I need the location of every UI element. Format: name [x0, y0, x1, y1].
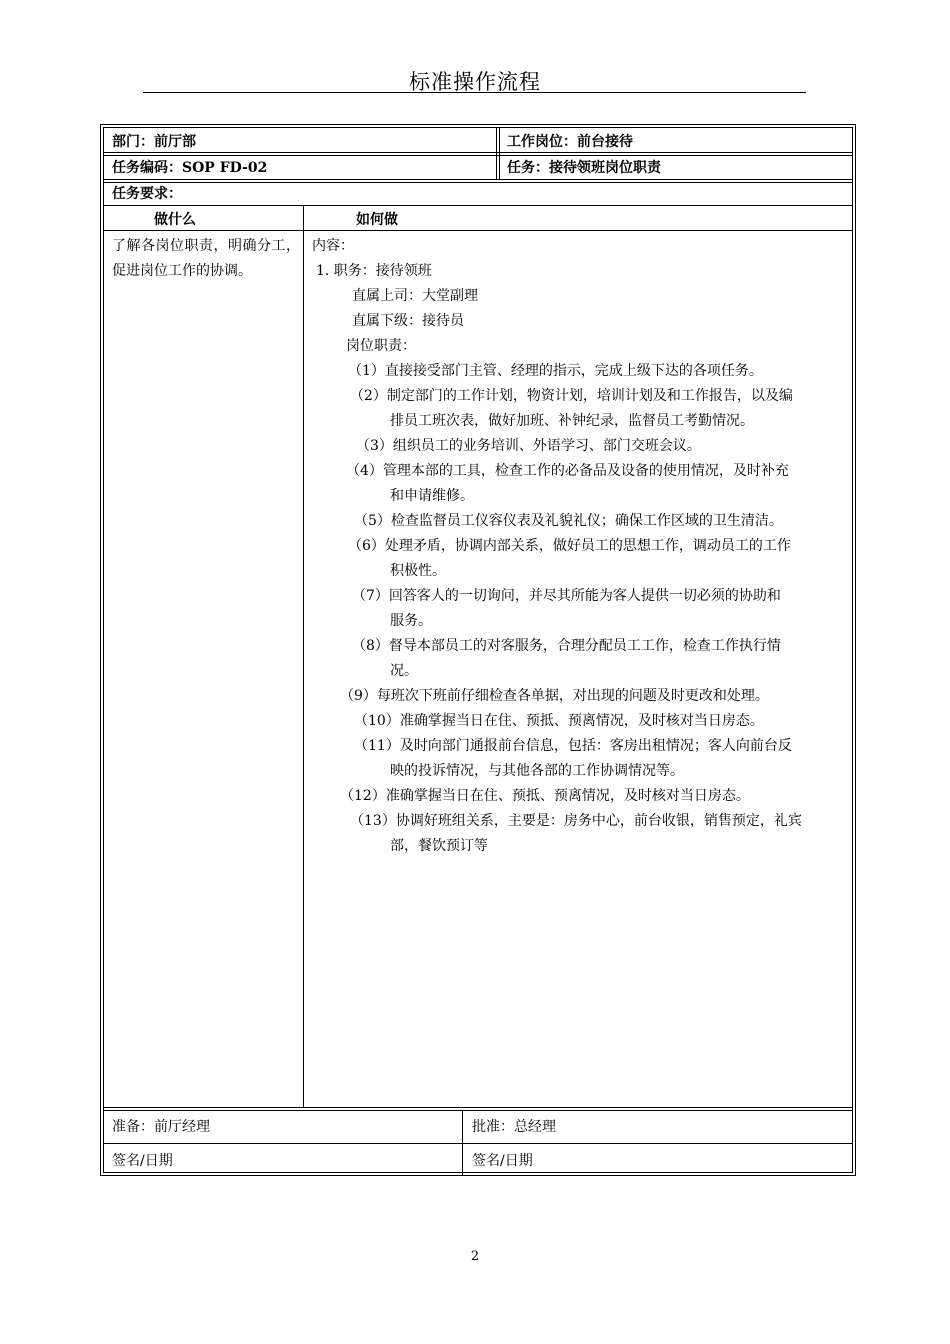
responsibility-item: [312, 734, 852, 784]
department-label: 部门：前厅部: [112, 134, 196, 150]
responsibility-item: [312, 434, 852, 459]
column-divider: [496, 128, 497, 179]
responsibility-item: [312, 384, 852, 434]
responsibility-item: [312, 709, 852, 734]
responsibility-line: （9）每班次下班前仔细检查各单据，对出现的问题及时更改和处理。: [340, 688, 769, 704]
responsibility-line-continued: 部，餐饮预订等: [390, 838, 488, 854]
responsibility-line-continued: 况。: [390, 663, 418, 679]
row-divider: [104, 155, 852, 156]
task-code-label: 任务编码：SOP FD-02: [112, 160, 268, 176]
responsibility-item: [312, 359, 852, 384]
responsibility-line: （6）处理矛盾，协调内部关系，做好员工的思想工作，调动员工的工作: [348, 538, 791, 554]
responsibility-item: [312, 534, 852, 584]
responsibility-line: （8）督导本部员工的对客服务，合理分配员工工作，检查工作执行情: [352, 638, 781, 654]
page-number: 2: [470, 1249, 480, 1264]
responsibility-item: [312, 634, 852, 684]
responsibility-item: [312, 584, 852, 634]
responsibility-item: [312, 509, 852, 534]
how-content: [312, 234, 852, 859]
position-label: 工作岗位：前台接待: [507, 134, 633, 150]
title-underline: [143, 92, 806, 93]
responsibility-line-continued: 积极性。: [390, 563, 446, 579]
row-divider: [104, 230, 852, 231]
page-title: 标准操作流程: [409, 70, 541, 94]
column-divider: [499, 128, 500, 179]
subordinate-line: 直属下级：接待员: [352, 313, 464, 329]
responsibility-line: （4）管理本部的工具，检查工作的必备品及设备的使用情况，及时补充: [346, 463, 789, 479]
prepared-by: 准备：前厅经理: [112, 1119, 210, 1135]
responsibility-line: （3）组织员工的业务培训、外语学习、部门交班会议。: [356, 438, 701, 454]
responsibility-line: （13）协调好班组关系，主要是：房务中心，前台收银，销售预定，礼宾: [350, 813, 802, 829]
duty-line: 1. 职务：接待领班: [316, 263, 432, 279]
responsibility-item: [312, 784, 852, 809]
requirements-label: 任务要求：: [112, 186, 182, 202]
responsibility-line-continued: 和申请维修。: [390, 488, 474, 504]
responsibility-line-continued: 服务。: [390, 613, 432, 629]
row-divider: [104, 205, 852, 206]
responsibility-line: （2）制定部门的工作计划，物资计划，培训计划及和工作报告，以及编: [350, 388, 793, 404]
row-divider: [104, 1107, 852, 1108]
approved-by: 批准：总经理: [472, 1119, 556, 1135]
row-divider: [104, 182, 852, 183]
responsibility-list: [312, 359, 852, 859]
row-divider: [104, 1110, 852, 1111]
responsibility-item: [312, 809, 852, 859]
task-label: 任务：接待领班岗位职责: [507, 160, 661, 176]
responsibility-line: （10）准确掌握当日在住、预抵、预离情况，及时核对当日房态。: [354, 713, 764, 729]
row-divider: [104, 152, 852, 153]
responsibility-line: （1）直接接受部门主管、经理的指示，完成上级下达的各项任务。: [348, 363, 763, 379]
row-divider: [104, 179, 852, 180]
responsibility-line-continued: 映的投诉情况，与其他各部的工作协调情况等。: [390, 763, 684, 779]
responsibility-line: （12）准确掌握当日在住、预抵、预离情况，及时核对当日房态。: [340, 788, 750, 804]
content-intro: 内容：: [312, 238, 354, 254]
how-column-header: 如何做: [356, 212, 398, 228]
row-divider: [104, 1143, 852, 1144]
responsibility-line: （5）检查监督员工仪容仪表及礼貌礼仪；确保工作区域的卫生清洁。: [354, 513, 783, 529]
signature-date-left: 签名/日期: [112, 1153, 173, 1169]
responsibilities-label: 岗位职责：: [346, 338, 416, 354]
what-text: 了解各岗位职责，明确分工，促进岗位工作的协调。: [112, 238, 300, 279]
responsibility-line: （11）及时向部门通报前台信息，包括：客房出租情况；客人向前台反: [354, 738, 792, 754]
column-divider: [303, 205, 304, 1107]
responsibility-line-continued: 排员工班次表，做好加班、补钟纪录，监督员工考勤情况。: [390, 413, 754, 429]
responsibility-line: （7）回答客人的一切询问，并尽其所能为客人提供一切必须的协助和: [352, 588, 781, 604]
responsibility-item: [312, 684, 852, 709]
superior-line: 直属上司：大堂副理: [352, 288, 478, 304]
sop-table: [100, 124, 856, 1176]
what-column-header: 做什么: [154, 212, 196, 228]
signature-date-right: 签名/日期: [472, 1153, 533, 1169]
sop-table-inner-border: [103, 127, 853, 1173]
responsibility-item: [312, 459, 852, 509]
